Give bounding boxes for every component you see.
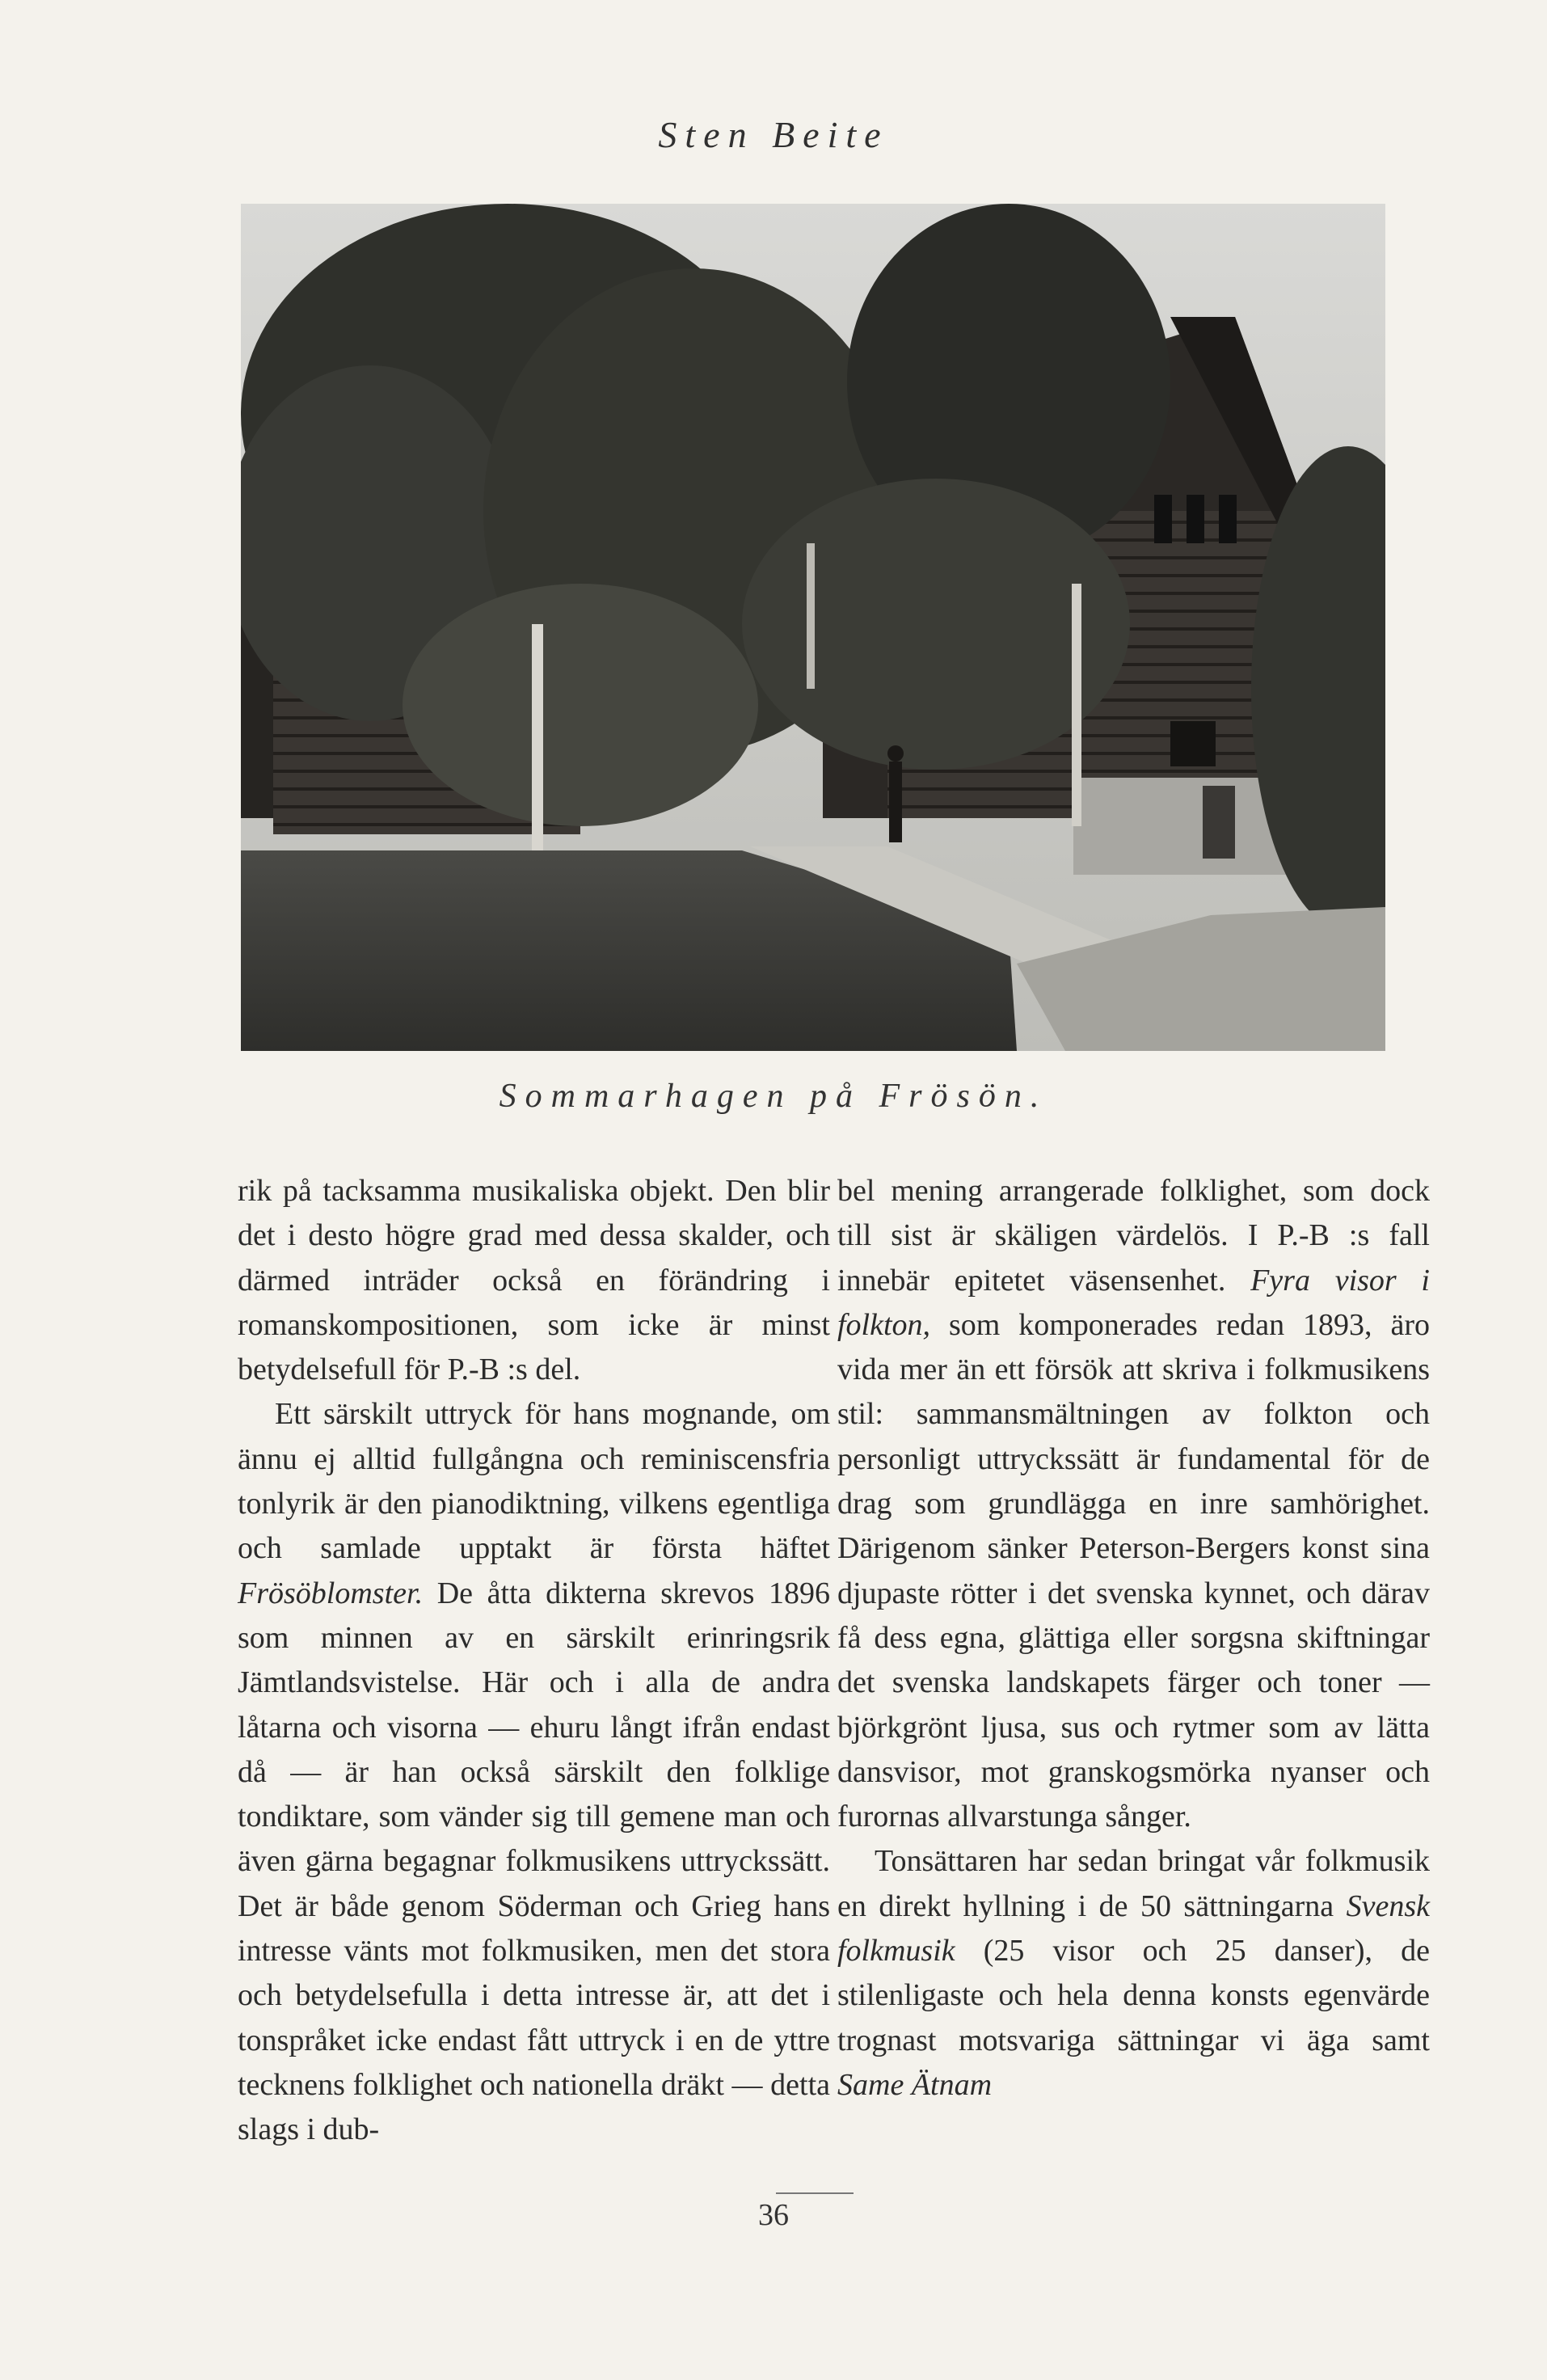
left-text-column: [238, 1169, 830, 2153]
text-run: som komponerades redan 1893, äro vida mer än ett försök att skriva i folkmusikens stil: sammansmältningen av folkton och personligt uttryckssätt är fundamental för de drag som grundlägga en inre samhörighet. Därigenom sänker Peterson-Bergers konst sina djupaste rötter i det svenska kynnet, och därav få dess egna, glättiga eller sorgsna skiftningar det svenska landskapets färger och toner — björkgrönt ljusa, sus och rytmer som av lätta dansvisor, mot granskogsmörka nyanser och furornas allvarstunga sånger.: [837, 1307, 1430, 1834]
text-run: (25 visor och 25 danser), de stilenligaste och hela denna konsts egenvärde trognast motsvariga sättningar vi äga samt: [837, 1934, 1430, 2057]
running-title: Sten Beite: [658, 114, 889, 155]
house-photograph: [241, 204, 1385, 1051]
paragraph: [837, 1169, 1430, 1839]
text-run: Tonsättaren har sedan bringat vår folkmusik en direkt hyllning i de 50 sättningarna: [837, 1844, 1430, 1923]
text-run: De åtta dikterna skrevos 1896 som minnen av en särskilt erinringsrik Jämtlandsvistelse. Här och i alla de andra låtarna och visorna — ehuru långt ifrån endast då — är han också särskilt den folklige tondiktare, som vänder sig till gemene man och även gärna begagnar folkmusikens uttryckssätt. Det är både genom Söderman och Grieg hans intresse vänts mot folkmusiken, men det stora och betydelsefulla i detta intresse är, att det i tonspråket icke endast fått uttryck i en de yttre tecknens folklighet och nationella dräkt — detta slags i dub-: [238, 1576, 830, 2147]
paragraph: [238, 1392, 830, 2152]
right-text-column: [837, 1169, 1430, 2108]
page-number: 36: [758, 2198, 789, 2232]
work-title: Fyra visor i folkton,: [837, 1263, 1430, 1342]
paragraph: [837, 1839, 1430, 2108]
work-title: Frösöblomster.: [238, 1576, 424, 1610]
text-run: Ett särskilt uttryck för hans mognande, om ännu ej alltid fullgångna och reminiscensfria tonlyrik är den pianodiktning, vilkens egentliga och samlade upptakt är första häftet: [238, 1397, 830, 1566]
page-number-rule: [776, 2192, 854, 2194]
text-run: bel mening arrangerade folklighet, som dock till sist är skäligen värdelös. I P.-B :s fall innebär epitetet väsensenhet.: [837, 1174, 1430, 1298]
work-title: Svensk folkmusik: [837, 1888, 1430, 1969]
work-title: Same Ätnam: [837, 2067, 993, 2102]
paragraph: rik på tacksamma musikaliska objekt. Den blir det i desto högre grad med dessa skalder, och därmed inträder också en förändring i romanskompositionen, som icke är minst betydelsefull för P.-B :s del.: [238, 1174, 830, 1387]
photo-caption: Sommarhagen på Frösön.: [499, 1078, 1048, 1115]
